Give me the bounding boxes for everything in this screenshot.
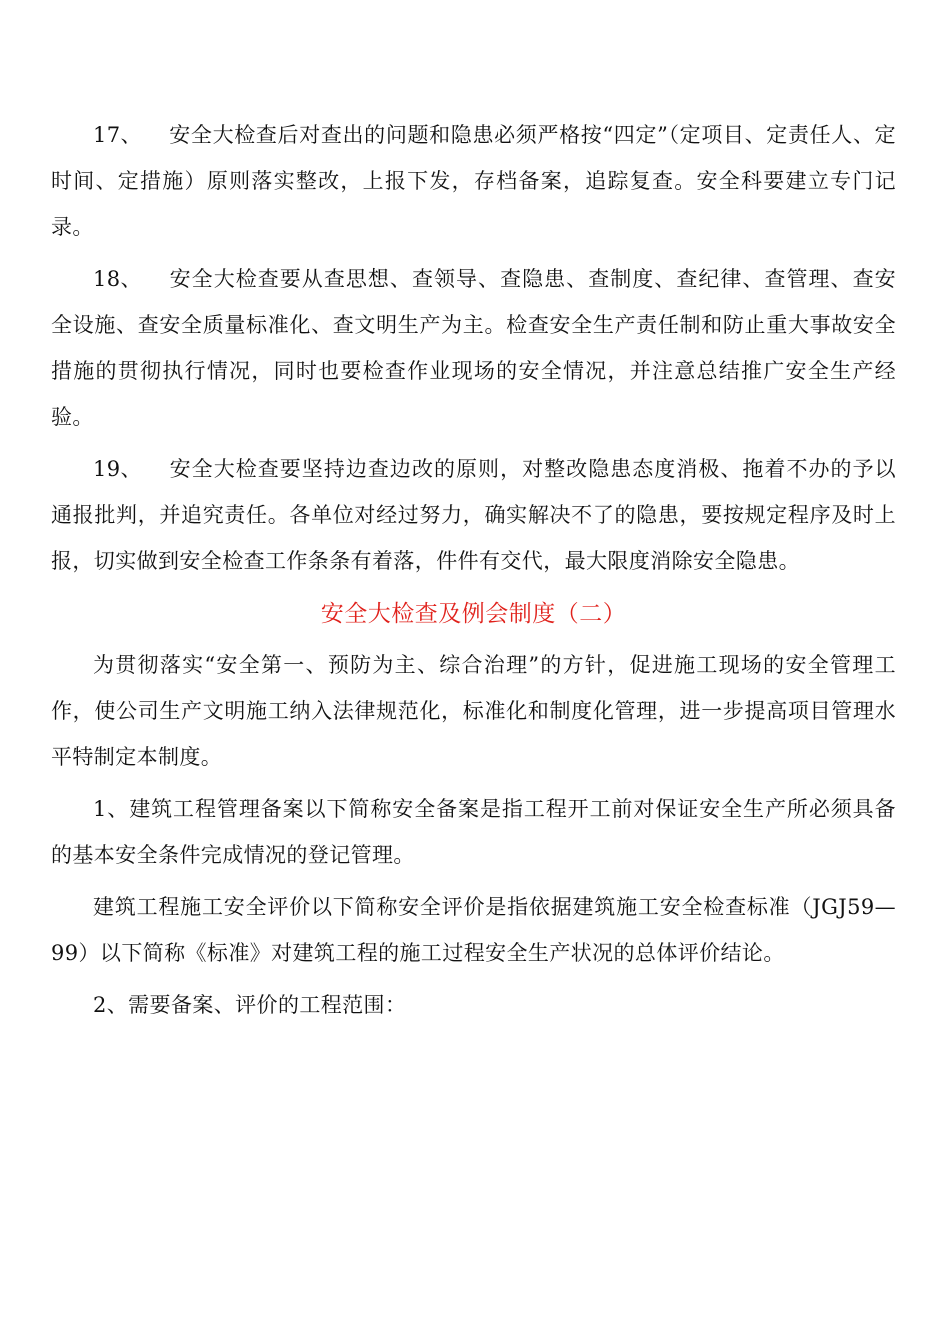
intro-paragraph: 为贯彻落实“安全第一、预防为主、综合治理”的方针，促进施工现场的安全管理工作，使公司生产文明施工纳入法律规范化，标准化和制度化管理，进一步提高项目管理水平特制定本制度。 <box>51 653 896 769</box>
paragraph-scope: 2、需要备案、评价的工程范围： <box>93 993 407 1017</box>
section-title: 安全大检查及例会制度（二） <box>320 601 627 627</box>
document-body <box>51 112 896 1034</box>
list-item-19 <box>51 446 896 584</box>
list-item-18 <box>51 256 896 440</box>
item-number: 18、 <box>93 267 142 291</box>
list-item-17 <box>51 112 896 250</box>
paragraph-filing-definition: 1、建筑工程管理备案以下简称安全备案是指工程开工前对保证安全生产所必须具备的基本安全条件完成情况的登记管理。 <box>51 797 896 867</box>
item-text: 安全大检查后对查出的问题和隐患必须严格按“四定”（定项目、定责任人、定时间、定措施）原则落实整改，上报下发，存档备案，追踪复查。安全科要建立专门记录。 <box>51 123 896 239</box>
item-text: 安全大检查要从查思想、查领导、查隐患、查制度、查纪律、查管理、查安全设施、查安全质量标准化、查文明生产为主。检查安全生产责任制和防止重大事故安全措施的贯彻执行情况，同时也要检查作业现场的安全情况，并注意总结推广安全生产经验。 <box>51 267 896 429</box>
item-number: 19、 <box>93 457 142 481</box>
paragraph-evaluation-definition: 建筑工程施工安全评价以下简称安全评价是指依据建筑施工安全检查标准（JGJ59—99）以下简称《标准》对建筑工程的施工过程安全生产状况的总体评价结论。 <box>51 895 896 965</box>
item-number: 17、 <box>93 123 142 147</box>
item-text: 安全大检查要坚持边查边改的原则，对整改隐患态度消极、拖着不办的予以通报批判，并追究责任。各单位对经过努力，确实解决不了的隐患，要按规定程序及时上报，切实做到安全检查工作条条有着落，件件有交代，最大限度消除安全隐患。 <box>51 457 896 573</box>
